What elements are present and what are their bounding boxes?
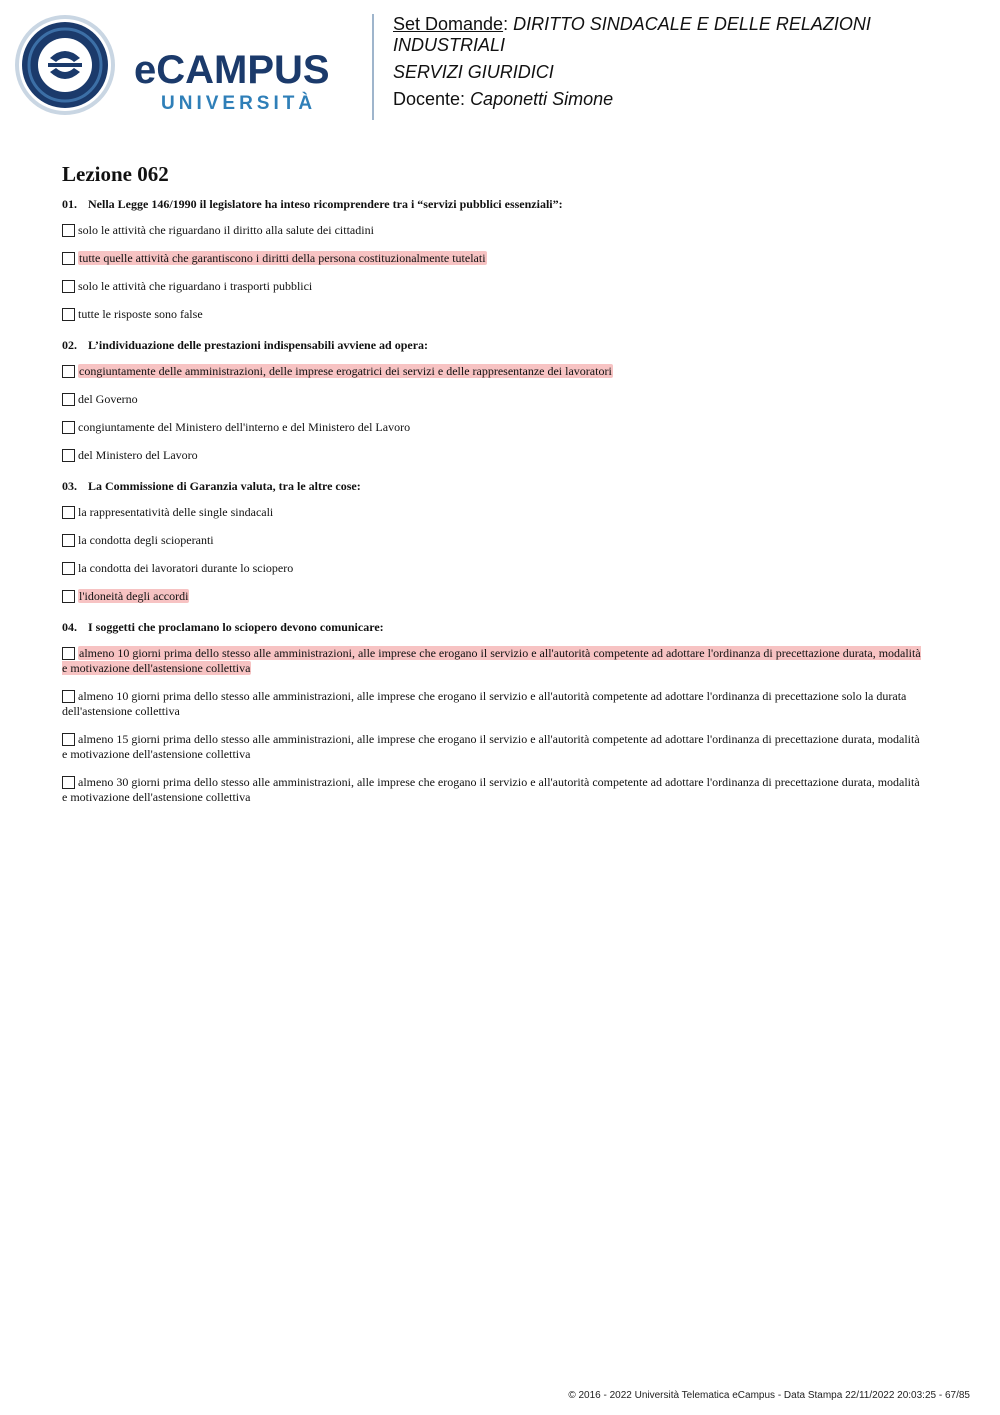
answer-option[interactable] [62,392,922,407]
option-text: solo le attività che riguardano il diritto alla salute dei cittadini [78,223,374,237]
checkbox[interactable] [62,393,75,406]
checkbox[interactable] [62,421,75,434]
question-text [62,338,922,353]
header-info [393,14,973,110]
answer-option[interactable] [62,589,922,604]
header-divider [372,14,374,120]
option-text: del Ministero del Lavoro [78,448,198,462]
question [62,620,922,805]
question-stem: Nella Legge 146/1990 il legislatore ha inteso ricomprendere tra i “servizi pubblici essenziali”: [88,197,563,211]
logo-brand-text: eCAMPUS [134,48,330,92]
checkbox[interactable] [62,449,75,462]
answer-option[interactable] [62,420,922,435]
teacher-line [393,89,973,110]
option-text-highlighted: l'idoneità degli accordi [79,589,189,603]
option-text: almeno 30 giorni prima dello stesso alle amministrazioni, alle imprese che erogano il servizio e all'autorità competente ad adottare l'ordinanza di precettazione durata, modalità e motivazione dell'astensione collettiva [62,775,920,804]
checkbox[interactable] [62,224,75,237]
answer-option[interactable] [62,775,922,805]
course-title: DIRITTO SINDACALE E DELLE RELAZIONI INDUSTRIALI [393,14,871,55]
option-text: la condotta degli scioperanti [78,533,214,547]
checkbox[interactable] [62,252,75,265]
checkbox[interactable] [62,590,75,603]
ecampus-seal-icon [14,14,116,116]
question-number: 04. [62,620,77,634]
page-header [0,0,1000,130]
option-text: del Governo [78,392,138,406]
answer-option[interactable] [62,561,922,576]
checkbox[interactable] [62,506,75,519]
question [62,338,922,463]
checkbox[interactable] [62,733,75,746]
answer-option[interactable] [62,689,922,719]
set-separator: : [503,14,509,34]
answer-option[interactable] [62,505,922,520]
question-stem: I soggetti che proclamano lo sciopero devono comunicare: [88,620,384,634]
answer-option[interactable] [62,646,922,676]
checkbox[interactable] [62,365,75,378]
answer-option[interactable] [62,448,922,463]
page-footer: © 2016 - 2022 Università Telematica eCampus - Data Stampa 22/11/2022 20:03:25 - 67/85 [568,1390,970,1401]
question [62,479,922,604]
option-text: almeno 10 giorni prima dello stesso alle amministrazioni, alle imprese che erogano il servizio e all'autorità competente ad adottare l'ordinanza di precettazione solo la durata dell'astensione collettiva [62,689,907,718]
question [62,197,922,322]
teacher-name: Caponetti Simone [470,89,614,109]
question-number: 02. [62,338,77,352]
question-number: 01. [62,197,77,211]
checkbox[interactable] [62,280,75,293]
checkbox[interactable] [62,534,75,547]
set-line [393,14,973,56]
question-text [62,197,922,212]
checkbox[interactable] [62,776,75,789]
teacher-label: Docente: [393,89,466,109]
lesson-title: Lezione 062 [62,162,169,186]
answer-option[interactable] [62,251,922,266]
checkbox[interactable] [62,562,75,575]
question-stem: L’individuazione delle prestazioni indispensabili avviene ad opera: [88,338,429,352]
question-set [62,161,922,821]
option-text-highlighted: congiuntamente delle amministrazioni, delle imprese erogatrici dei servizi e delle rappresentanze dei lavoratori [79,364,612,378]
question-stem: La Commissione di Garanzia valuta, tra le altre cose: [88,479,361,493]
option-text-highlighted: tutte quelle attività che garantiscono i diritti della persona costituzionalmente tutelati [79,251,486,265]
option-text: congiuntamente del Ministero dell'interno e del Ministero del Lavoro [78,420,411,434]
option-text-highlighted: almeno 10 giorni prima dello stesso alle amministrazioni, alle imprese che erogano il servizio e all'autorità competente ad adottare l'ordinanza di precettazione durata, modalità e motivazione dell'astensione collettiva [62,646,921,675]
answer-option[interactable] [62,307,922,322]
checkbox[interactable] [62,690,75,703]
logo-sub-text: UNIVERSITÀ [161,93,317,114]
set-label: Set Domande [393,14,504,34]
option-text: almeno 15 giorni prima dello stesso alle amministrazioni, alle imprese che erogano il servizio e all'autorità competente ad adottare l'ordinanza di precettazione durata, modalità e motivazione dell'astensione collettiva [62,732,920,761]
ecampus-logo [14,14,359,118]
answer-option[interactable] [62,533,922,548]
option-text: solo le attività che riguardano i trasporti pubblici [78,279,313,293]
option-text: la rappresentatività delle single sindacali [78,505,274,519]
question-text [62,479,922,494]
answer-option[interactable] [62,732,922,762]
question-number: 03. [62,479,77,493]
department: SERVIZI GIURIDICI [393,62,554,82]
answer-option[interactable] [62,279,922,294]
answer-option[interactable] [62,364,922,379]
option-text: tutte le risposte sono false [78,307,203,321]
answer-option[interactable] [62,223,922,238]
option-text: la condotta dei lavoratori durante lo sciopero [78,561,294,575]
checkbox[interactable] [62,647,75,660]
checkbox[interactable] [62,308,75,321]
question-text [62,620,922,635]
